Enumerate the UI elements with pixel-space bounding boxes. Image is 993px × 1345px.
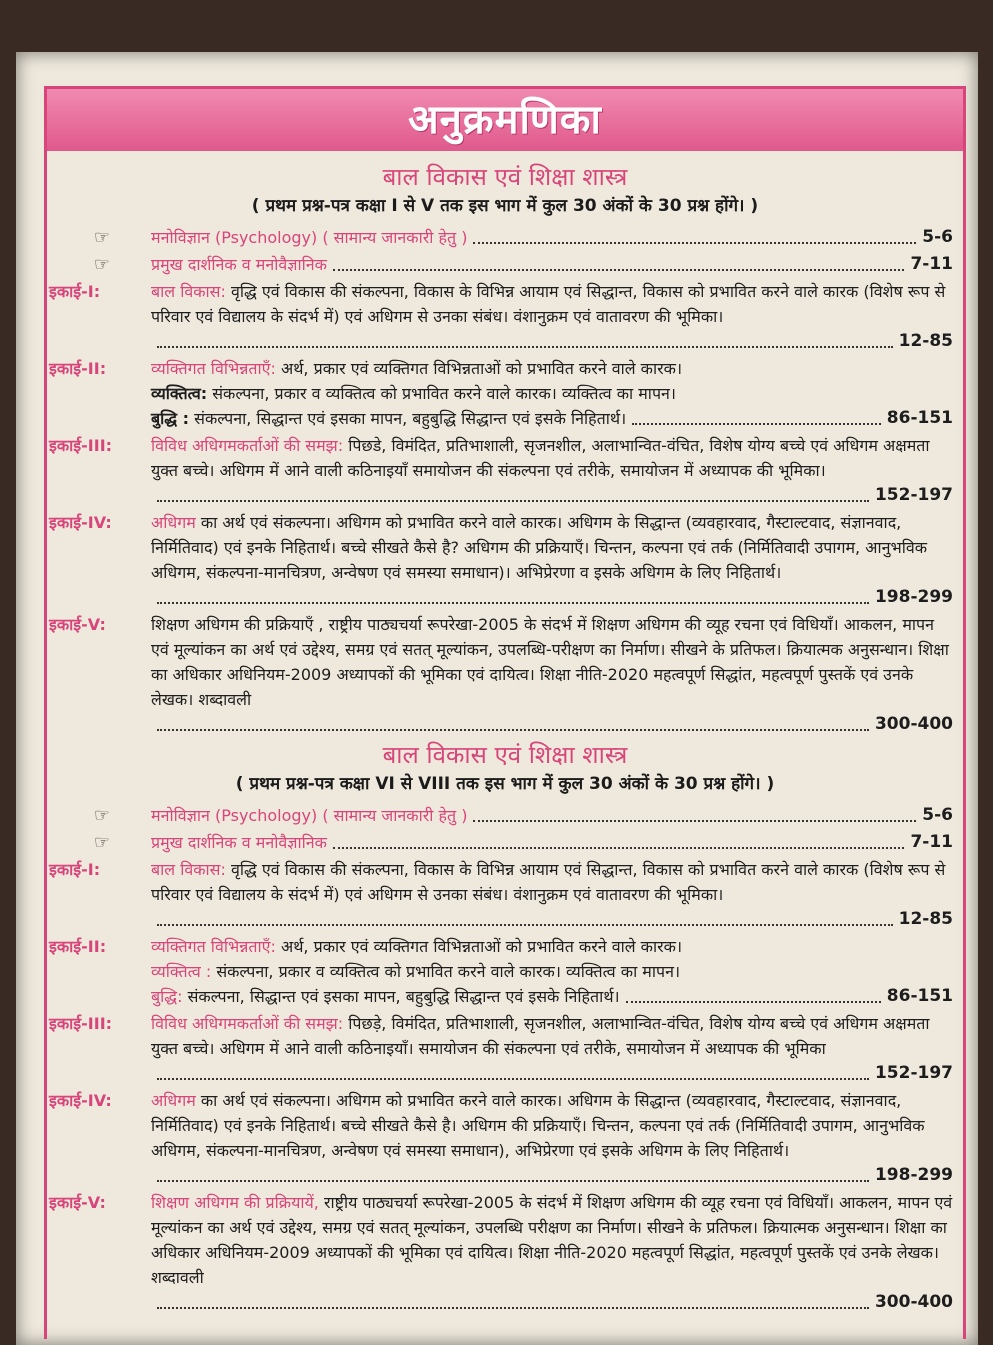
intro-entry xyxy=(47,830,963,855)
section-subtitle: ( प्रथम प्रश्न-पत्र कक्षा VI से VIII तक इस भाग में कुल 30 अंकों के 30 प्रश्न होंगे। ) xyxy=(235,774,775,794)
section-title: बाल विकास एवं शिक्षा शास्त्र xyxy=(382,163,628,191)
unit-entry xyxy=(47,1190,963,1315)
index-content xyxy=(47,159,963,1317)
unit-text: वृद्धि एवं विकास की संकल्पना, विकास के विभिन्न आयाम एवं सिद्धान्त, विकास को प्रभावित करने वाले कारक (विशेष रूप से परिवार एवं विद्यालय के संदर्भ में) एवं अधिगम से उनका संबंध। वंशानुक्रम एवं वातावरण की भूमिका। xyxy=(151,860,946,904)
sub-text: संकल्पना, सिद्धान्त एवं इसका मापन, बहुबुद्धि सिद्धान्त एवं इसके निहितार्थ। xyxy=(194,409,627,428)
unit-text: का अर्थ एवं संकल्पना। अधिगम को प्रभावित करने वाले कारक। अधिगम के सिद्धान्त (व्यवहारवाद, गैस्टाल्टवाद, संज्ञानवाद, निर्मितिवाद) एवं इनके निहितार्थ। बच्चे सीखते कैसे है? अधिगम की प्रक्रियाएँ। चिन्तन, कल्पना एवं तर्क (निर्मितिवादी उपागम, आनुभविक अधिगम, संकल्पना-मानचित्रण, अन्वेषण एवं समस्या समाधान)। अभिप्रेरणा व इसके अधिगम के लिए निहितार्थ। xyxy=(151,513,928,582)
unit-label: इकाई-II: xyxy=(49,359,107,378)
unit-entry xyxy=(47,1011,963,1086)
pointing-hand-icon: ☞ xyxy=(93,254,111,275)
sub-heading: व्यक्तित्व : xyxy=(151,962,212,981)
unit-entry xyxy=(47,279,963,354)
unit-heading: व्यक्तिगत विभिन्नताएँ: xyxy=(151,937,276,956)
unit-entry xyxy=(47,433,963,508)
section-title: बाल विकास एवं शिक्षा शास्त्र xyxy=(382,741,628,769)
page-range: 86-151 xyxy=(886,408,953,428)
sub-heading: व्यक्तित्व: xyxy=(151,384,208,403)
unit-heading: बाल विकास: xyxy=(151,860,226,879)
section-subtitle: ( प्रथम प्रश्न-पत्र कक्षा I से V तक इस भाग में कुल 30 अंकों के 30 प्रश्न होंगे। ) xyxy=(251,196,759,216)
unit-text: का अर्थ एवं संकल्पना। अधिगम को प्रभावित करने वाले कारक। अधिगम के सिद्धान्त (व्यवहारवाद, गैस्टाल्टवाद, संज्ञानवाद, निर्मितिवाद) एवं इनके निहितार्थ। बच्चे सीखते कैसे है। अधिगम की प्रक्रियाएँ। चिन्तन, कल्पना एवं तर्क (निर्मितिवादी उपागम, आनुभविक अधिगम, संकल्पना-मानचित्रण, अन्वेषण एवं समस्या समाधान), अभिप्रेरणा एवं इसके अधिगम के लिए निहितार्थ। xyxy=(151,1091,925,1160)
book-page xyxy=(16,52,978,1345)
unit-entry xyxy=(47,612,963,737)
sub-heading: बुद्धि : xyxy=(151,409,190,428)
unit-text: पिछड़े, विमंदित, प्रतिभाशाली, सृजनशील, अलाभान्वित-वंचित, विशेष योग्य बच्चे एवं अधिगम अक्षमता युक्त बच्चे। अधिगम में आने वाली कठिनाइयाँ। समायोजन की संकल्पना एवं तरीके, समायोजन में अध्यापक की भूमिका xyxy=(151,1014,930,1058)
unit-label: इकाई-III: xyxy=(49,436,113,455)
page-range: 5-6 xyxy=(922,805,953,825)
page-range: 152-197 xyxy=(874,485,953,505)
unit-label: इकाई-I: xyxy=(49,282,101,301)
intro-entry xyxy=(47,803,963,828)
sub-text: संकल्पना, प्रकार व व्यक्तित्व को प्रभावित करने वाले कारक। व्यक्तित्व का मापन। xyxy=(216,962,681,981)
index-frame xyxy=(44,86,966,1339)
page-range: 300-400 xyxy=(874,1292,953,1312)
page-range: 7-11 xyxy=(910,254,953,274)
sub-text: संकल्पना, सिद्धान्त एवं इसका मापन, बहुबुद्धि सिद्धान्त एवं इसके निहितार्थ। xyxy=(187,987,620,1006)
entry-text: प्रमुख दार्शनिक व मनोवैज्ञानिक xyxy=(151,255,327,274)
unit-text: अर्थ, प्रकार एवं व्यक्तिगत विभिन्नताओं को प्रभावित करने वाले कारक। xyxy=(280,937,683,956)
unit-heading: बाल विकास: xyxy=(151,282,226,301)
unit-text: वृद्धि एवं विकास की संकल्पना, विकास के विभिन्न आयाम एवं सिद्धान्त, विकास को प्रभावित करने वाले कारक (विशेष रूप से परिवार एवं विद्यालय के संदर्भ में) एवं अधिगम से उनका संबंध। वंशानुक्रम एवं वातावरण की भूमिका। xyxy=(151,282,946,326)
unit-label: इकाई-V: xyxy=(49,1193,106,1212)
page-range: 12-85 xyxy=(898,331,953,351)
unit-label: इकाई-V: xyxy=(49,615,106,634)
unit-heading: व्यक्तिगत विभिन्नताएँ: xyxy=(151,359,276,378)
pointing-hand-icon: ☞ xyxy=(93,227,111,248)
index-title: अनुक्रमणिका xyxy=(408,97,602,143)
page-range: 86-151 xyxy=(886,986,953,1006)
sub-heading: बुद्धि: xyxy=(151,987,183,1006)
page-range: 7-11 xyxy=(910,832,953,852)
section-primary xyxy=(47,161,963,737)
unit-heading: अधिगम xyxy=(151,513,196,532)
entry-text: मनोविज्ञान (Psychology) ( सामान्य जानकारी हेतु ) xyxy=(151,228,468,247)
unit-label: इकाई-I: xyxy=(49,860,101,879)
page-range: 198-299 xyxy=(874,1165,953,1185)
unit-text: शिक्षण अधिगम की प्रक्रियाएँ , राष्ट्रीय पाठ्यचर्या रूपरेखा-2005 के संदर्भ में शिक्षण अधिगम की व्यूह रचना एवं विधियाँ। आकलन, मापन एवं मूल्यांकन का अर्थ एवं उद्देश्य, समग्र एवं सतत् मूल्यांकन, उपलब्धि-परीक्षण का निर्माण। सीखने के प्रतिफल। क्रियात्मक अनुसन्धान। शिक्षा का अधिकार अधिनियम-2009 अध्यापकों की भूमिका एवं दायित्व। शिक्षा नीति-2020 महत्वपूर्ण सिद्धांत, महत्वपूर्ण पुस्तकें एवं उनके लेखक। शब्दावली xyxy=(151,615,949,709)
unit-entry xyxy=(47,510,963,610)
page-range: 5-6 xyxy=(922,227,953,247)
pointing-hand-icon: ☞ xyxy=(93,832,111,853)
unit-label: इकाई-III: xyxy=(49,1014,113,1033)
index-banner xyxy=(47,89,963,151)
unit-label: इकाई-IV: xyxy=(49,513,112,532)
unit-text: अर्थ, प्रकार एवं व्यक्तिगत विभिन्नताओं को प्रभावित करने वाले कारक। xyxy=(280,359,683,378)
unit-label: इकाई-IV: xyxy=(49,1091,112,1110)
unit-heading: विविध अधिगमकर्ताओं की समझ: xyxy=(151,1014,344,1033)
section-upper-primary xyxy=(47,739,963,1315)
unit-text: राष्ट्रीय पाठ्यचर्या रूपरेखा-2005 के संदर्भ में शिक्षण अधिगम की व्यूह रचना एवं विधियाँ। आकलन, मापन एवं मूल्यांकन का अर्थ एवं उद्देश्य, समग्र एवं सतत् मूल्यांकन, उपलब्धि परीक्षण का निर्माण। सीखने के प्रतिफल। क्रियात्मक अनुसन्धान। शिक्षा का अधिकार अधिनियम-2009 अध्यापकों की भूमिका एवं दायित्व। शिक्षा नीति-2020 महत्वपूर्ण सिद्धांत, महत्वपूर्ण पुस्तकें एवं उनके लेखक। शब्दावली xyxy=(151,1193,953,1287)
entry-text: प्रमुख दार्शनिक व मनोवैज्ञानिक xyxy=(151,833,327,852)
unit-heading: शिक्षण अधिगम की प्रक्रियायें, xyxy=(151,1193,319,1212)
page-range: 152-197 xyxy=(874,1063,953,1083)
entry-text: मनोविज्ञान (Psychology) ( सामान्य जानकारी हेतु ) xyxy=(151,806,468,825)
unit-label: इकाई-II: xyxy=(49,937,107,956)
unit-entry xyxy=(47,934,963,1009)
page-range: 12-85 xyxy=(898,909,953,929)
pointing-hand-icon: ☞ xyxy=(93,805,111,826)
unit-entry xyxy=(47,857,963,932)
page-range: 300-400 xyxy=(874,714,953,734)
unit-heading: अधिगम xyxy=(151,1091,196,1110)
unit-text: पिछडे, विमंदित, प्रतिभाशाली, सृजनशील, अलाभान्वित-वंचित, विशेष योग्य बच्चे एवं अधिगम अक्षमता युक्त बच्चे। अधिगम में आने वाली कठिनाइयाँ समायोजन की संकल्पना एवं तरीके, समायोजन में अध्यापक की भूमिका। xyxy=(151,436,930,480)
unit-entry xyxy=(47,356,963,431)
sub-text: संकल्पना, प्रकार व व्यक्तित्व को प्रभावित करने वाले कारक। व्यक्तित्व का मापन। xyxy=(212,384,676,403)
page-range: 198-299 xyxy=(874,587,953,607)
intro-entry xyxy=(47,225,963,250)
intro-entry xyxy=(47,252,963,277)
unit-heading: विविध अधिगमकर्ताओं की समझ: xyxy=(151,436,344,455)
unit-entry xyxy=(47,1088,963,1188)
